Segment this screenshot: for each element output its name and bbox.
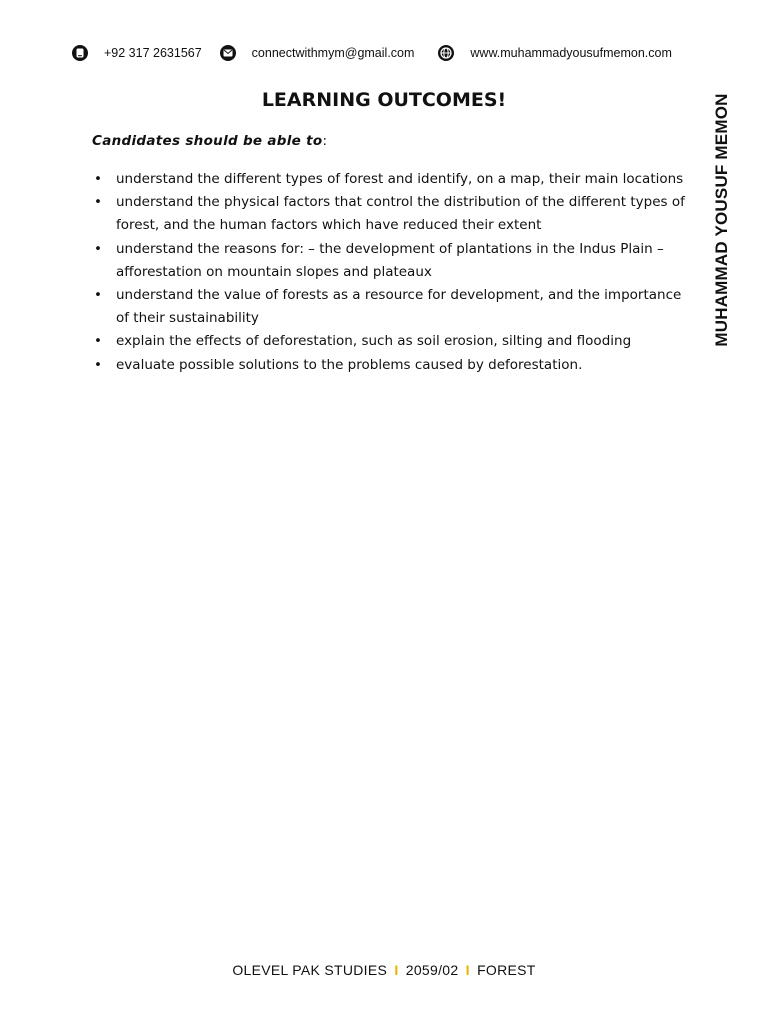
lead-sentence [92,133,327,149]
list-item [92,284,692,330]
bullet-icon: • [94,287,102,304]
page-title: LEARNING OUTCOMES! [261,89,507,111]
outcome-text: understand the physical factors that control the distribution of the different types of forest, and the human factors which have reduced their extent [116,194,685,234]
website-url[interactable]: www.muhammadyousufmemon.com [470,46,672,60]
bullet-icon: • [94,240,102,257]
outcome-text: understand the different types of forest and identify, on a map, their main locations [116,171,684,187]
list-item [92,238,692,284]
footer-separator: I [394,962,399,978]
contact-header [72,42,712,64]
outcomes-list [92,168,692,377]
footer-code: 2059/02 [405,962,459,978]
bullet-icon: • [94,333,102,350]
phone-number[interactable]: +92 317 2631567 [104,46,202,60]
phone-contact [72,45,202,61]
outcome-text: understand the reasons for: – the development of plantations in the Indus Plain – afforestation on mountain slopes and plateaux [116,240,664,280]
envelope-icon [220,45,236,61]
page-footer [0,962,768,978]
footer-separator: I [465,962,470,978]
outcome-text: understand the value of forests as a resource for development, and the importance of their sustainability [116,287,682,327]
outcome-text: explain the effects of deforestation, such as soil erosion, silting and flooding [116,333,632,350]
footer-topic: FOREST [477,962,536,978]
list-item [92,191,692,237]
outcome-text: evaluate possible solutions to the problems caused by deforestation. [116,356,583,373]
email-contact [220,45,415,61]
email-address[interactable]: connectwithmym@gmail.com [251,46,415,60]
lead-text: Candidates should be able to [92,133,323,149]
website-contact [438,45,671,61]
globe-icon [438,45,454,61]
author-vertical-name: MUHAMMAD YOUSUF MEMON [712,93,731,347]
bullet-icon: • [94,171,102,187]
list-item [92,354,692,377]
list-item [92,330,692,353]
phone-icon [72,45,88,61]
list-item [92,168,692,191]
footer-course: OLEVEL PAK STUDIES [232,962,388,978]
lead-colon: : [322,133,328,149]
bullet-icon: • [94,356,102,373]
bullet-icon: • [94,194,102,211]
